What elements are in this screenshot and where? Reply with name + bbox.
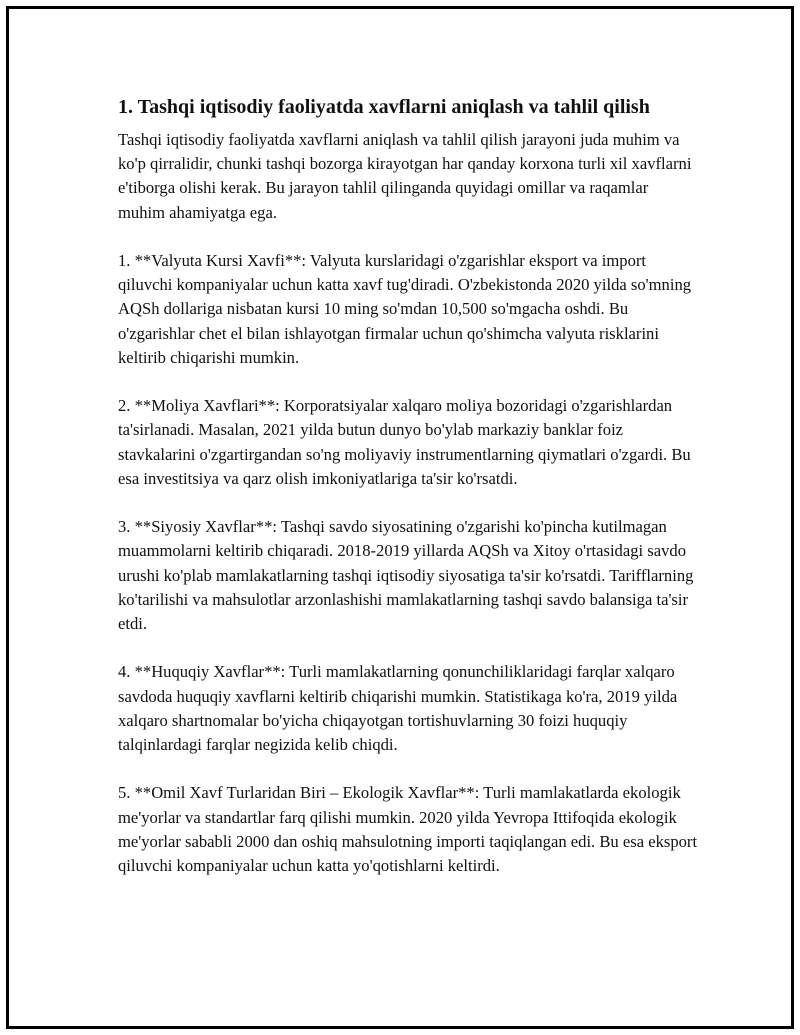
list-item-ecological-risk: 5. **Omil Xavf Turlaridan Biri – Ekologik Xavflar**: Turli mamlakatlarda ekologik me'yorlar va standartlar farq qilishi mumkin. 2020 yilda Yevropa Ittifoqida ekologik me'yorlar sababli 2000 dan oshiq mahsulotning importi taqiqlangan edi. Bu esa eksport qiluvchi kompaniyalar uchun katta yo'qotishlarni keltirdi. <box>118 783 698 876</box>
list-item-financial-risk: 2. **Moliya Xavflari**: Korporatsiyalar xalqaro moliya bozoridagi o'zgarishlardan ta'sirlanadi. Masalan, 2021 yilda butun dunyo bo'ylab markaziy banklar foiz stavkalarini o'zgartirgandan so'ng moliyaviy instrumentlarning qiymatlari o'zgardi. Bu esa investitsiya va qarz olish imkoniyatlariga ta'sir ko'rsatdi. <box>118 396 691 488</box>
list-item-currency-risk: 1. **Valyuta Kursi Xavfi**: Valyuta kurslaridagi o'zgarishlar eksport va import qiluvchi kompaniyalar uchun katta xavf tug'diradi. O'zbekistonda 2020 yilda so'mning AQSh dollariga nisbatan kursi 10 ming so'mdan 10,500 so'mgacha oshdi. Bu o'zgarishlar chet el bilan ishlayotgan firmalar uchun qo'shimcha valyuta risklarini keltirib chiqarishi mumkin. <box>118 251 692 367</box>
list-item-political-risk: 3. **Siyosiy Xavflar**: Tashqi savdo siyosatining o'zgarishi ko'pincha kutilmagan muammolarni keltirib chiqaradi. 2018-2019 yillarda AQSh va Xitoy o'rtasidagi savdo urushi ko'plab mamlakatlarning tashqi iqtisodiy siyosatiga ta'sir ko'rsatdi. Tarifflarning ko'tarilishi va mahsulotlar arzonlashishi mamlakatlarning tashqi savdo balansiga ta'sir etdi. <box>118 517 694 634</box>
document-body <box>118 94 698 902</box>
list-item-legal-risk: 4. **Huquqiy Xavflar**: Turli mamlakatlarning qonunchiliklaridagi farqlar xalqaro savdoda huquqiy xavflarni keltirib chiqarishi mumkin. Statistikaga ko'ra, 2019 yilda xalqaro shartnomalar bo'yicha chiqayotgan tortishuvlarning 30 foizi huquqiy talqinlardagi farqlar negizida kelib chiqdi. <box>118 662 678 755</box>
section-heading: 1. Tashqi iqtisodiy faoliyatda xavflarni aniqlash va tahlil qilish <box>118 96 650 118</box>
intro-paragraph: Tashqi iqtisodiy faoliyatda xavflarni aniqlash va tahlil qilish jarayoni juda muhim va ko'p qirralidir, chunki tashqi bozorga kirayotgan har qanday korxona turli xil xavflarni e'tiborga olishi kerak. Bu jarayon tahlil qilinganda quyidagi omillar va raqamlar muhim ahamiyatga ega. <box>118 130 692 222</box>
